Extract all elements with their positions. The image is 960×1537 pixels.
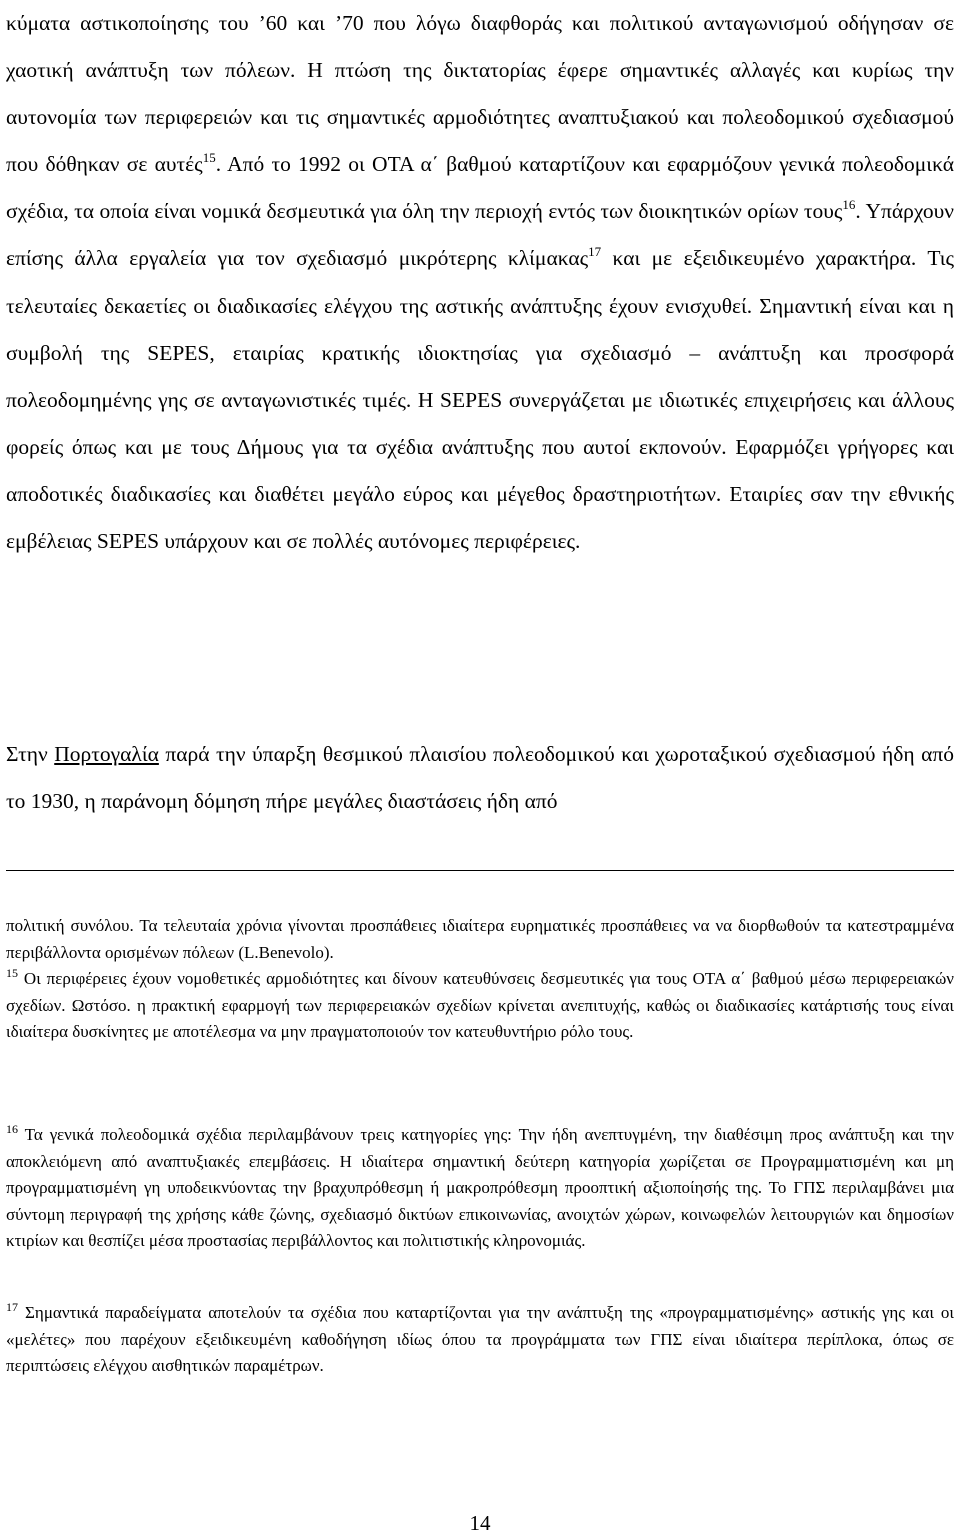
footnote-16: [6, 1122, 954, 1255]
paragraph-text: . Από το 1992 οι ΟΤΑ α΄ βαθμού καταρτίζουν και εφαρμόζουν γενικά πολεοδομικά σχέδια, τα οποία είναι νομικά δεσμευτικά για όλη την περιοχή εντός των διοικητικών ορίων τους: [6, 152, 955, 224]
footnote-separator: [6, 870, 954, 871]
paragraph-text: κύματα αστικοποίησης του ’60 και ’70 που λόγω διαφθοράς και πολιτικού ανταγωνισμού οδήγησαν σε χαοτική ανάπτυξη των πόλεων. Η πτώση της δικτατορίας έφερε σημαντικές αλλαγές και κυρίως την αυτονομία των περιφερειών και τις σημαντικές αρμοδιότητες αναπτυξιακού και πολεοδομικού σχεδιασμού που δόθηκαν σε αυτές: [6, 11, 954, 177]
body-paragraph-1: [6, 0, 954, 565]
footnote-text: Οι περιφέρειες έχουν νομοθετικές αρμοδιότητες και δίνουν κατευθύνσεις δεσμευτικές για τους ΟΤΑ α΄ βαθμού μέσω περιφερειακών σχεδίων. Ωστόσο. η πρακτική εφαρμογή των περιφερειακών σχεδίων κρίνεται ανεπιτυχής, καθώς οι διαδικασίες κατάρτισής τους είναι ιδιαίτερα δυσκίνητες με αποτέλεσμα να μην πραγματοποιούν τον κατευθυντήριο ρόλο τους.: [6, 969, 954, 1042]
paragraph-text: και με εξειδικευμένο χαρακτήρα. Τις τελευταίες δεκαετίες οι διαδικασίες ελέγχου της αστικής ανάπτυξης έχουν ενισχυθεί. Σημαντική είναι και η συμβολή της SEPES, εταιρίας κρατικής ιδιοκτησίας για σχεδιασμό – ανάπτυξη και προσφορά πολεοδομημένης γης σε ανταγωνιστικές τιμές. Η SEPES συνεργάζεται με ιδιωτικές επιχειρήσεις και άλλους φορείς όπως και με τους Δήμους για τα σχέδια ανάπτυξης που αυτοί εκπονούν. Εφαρμόζει γρήγορες και αποδοτικές διαδικασίες και διαθέτει μεγάλο εύρος και μέγεθος δραστηριοτήτων. Εταιρίες σαν την εθνικής εμβέλειας SEPES υπάρχουν και σε πολλές αυτόνομες περιφέρειες.: [6, 246, 954, 554]
paragraph-text: . Υπάρχουν επίσης άλλα εργαλεία για τον σχεδιασμό μικρότερης κλίμακας: [6, 199, 955, 271]
footnote-15: [6, 966, 954, 1046]
paragraph-text: Στην: [6, 742, 55, 766]
footnote-17: [6, 1300, 954, 1380]
footnote-text: Σημαντικά παραδείγματα αποτελούν τα σχέδια που καταρτίζονται για την ανάπτυξη της «προγραμματισμένης» αστικής γης και οι «μελέτες» που παρέχουν εξειδικευμένη καθοδήγηση ιδίως όπου τα προγράμματα των ΓΠΣ είναι ιδιαίτερα περίπλοκα, όπως σε περιπτώσεις ελέγχου αισθητικών παραμέτρων.: [6, 1303, 954, 1376]
paragraph-text: παρά την ύπαρξη θεσμικού πλαισίου πολεοδομικού και χωροταξικού σχεδιασμού ήδη από το 1930, η παράνομη δόμηση πήρε μεγάλες διαστάσεις ήδη από: [6, 742, 954, 814]
footnote-continued: [6, 913, 954, 966]
footnote-text: Τα γενικά πολεοδομικά σχέδια περιλαμβάνουν τρεις κατηγορίες γης: Την ήδη ανεπτυγμένη, την διαθέσιμη προς ανάπτυξη και την αποκλειόμενη από αναπτυξιακές επεμβάσεις. Η ιδιαίτερα σημαντική δεύτερη κατηγορία χωρίζεται σε Προγραμματισμένη και μη προγραμματισμένη γη υποδεικνύοντας την βραχυπρόθεσμη ή μακροπρόθεσμη προοπτική αξιοποίησής της. Το ΓΠΣ περιλαμβάνει μια σύντομη περιγραφή της χρήσης κάθε ζώνης, σχεδιασμό δικτύων επικοινωνίας, ανοιχτών χώρων, κοινωφελών λειτουργιών και δημοσίων κτιρίων και θεσπίζει μέσα προστασίας περιβάλλοντος και πολιτιστικής κληρονομιάς.: [6, 1125, 954, 1251]
footnote-number: 17: [6, 1300, 18, 1314]
footnote-ref-15[interactable]: 15: [202, 150, 216, 166]
portugal-link[interactable]: Πορτογαλία: [54, 742, 159, 766]
footnote-number: 16: [6, 1122, 18, 1136]
footnote-ref-16[interactable]: 16: [842, 197, 856, 213]
page-number: 14: [469, 1511, 491, 1535]
footnote-ref-17[interactable]: 17: [588, 244, 602, 260]
footnote-number: 15: [6, 966, 18, 980]
footnote-text: πολιτική συνόλου. Τα τελευταία χρόνια γίνονται προσπάθειες ιδιαίτερα ευρηματικές προσπάθειες να να διορθωθούν τα κατεστραμμένα περιβάλλοντα ορισμένων πόλεων (L.Benevolo).: [6, 916, 954, 962]
body-paragraph-2: [6, 731, 954, 825]
